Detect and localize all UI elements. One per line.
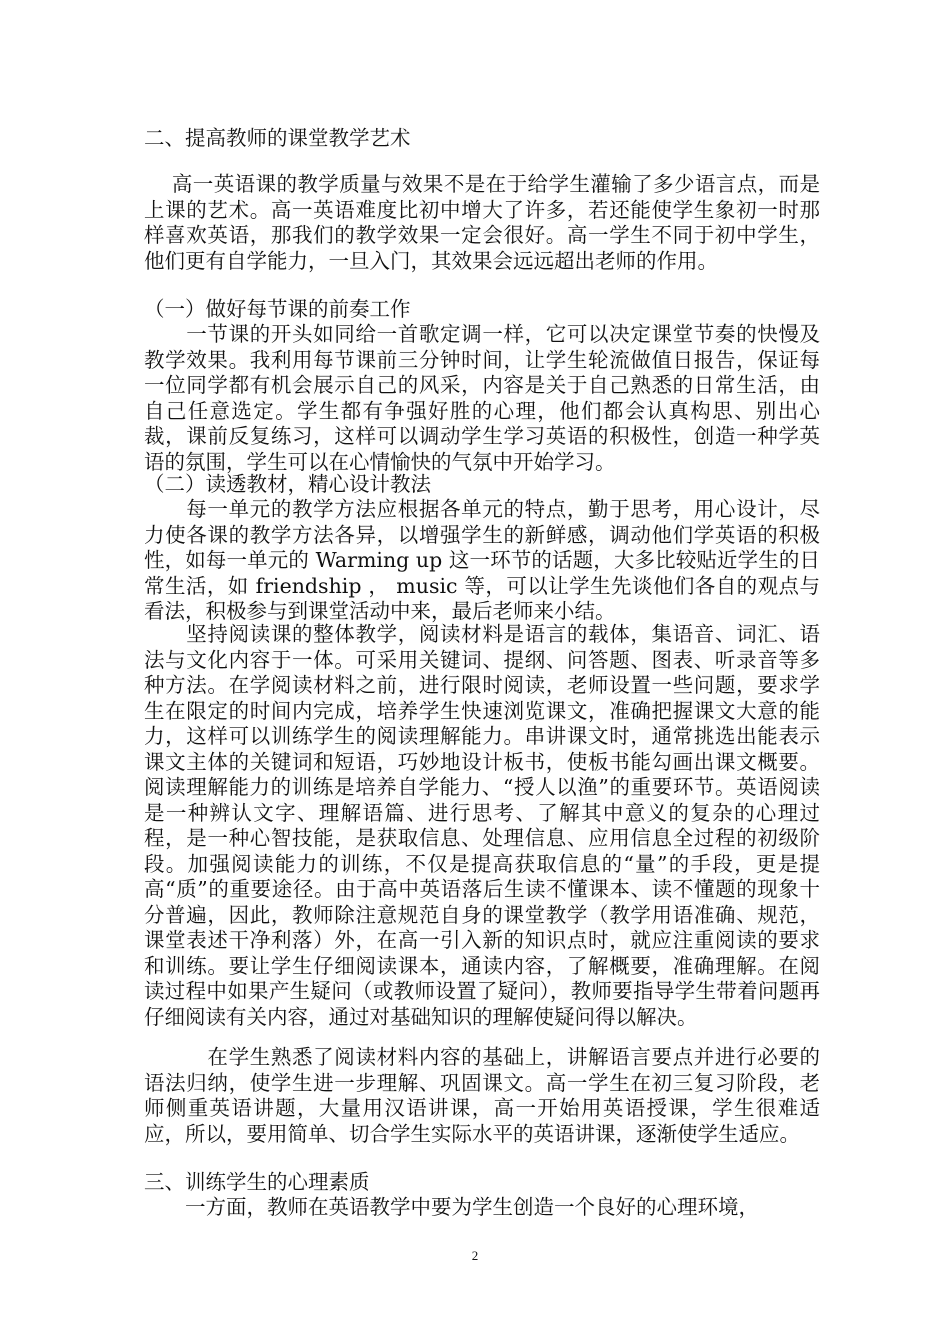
paragraph-3: 坚持阅读课的整体教学，阅读材料是语言的载体，集语音、词汇、语法与文化内容于一体。可采用关键词、提纲、问答题、图表、听录音等多种方法。在学阅读材料之前，进行限时阅读，老师设置一些问题，要求学生在限定的时间内完成，培养学生快速浏览课文，准确把握课文大意的能力，这样可以训练学生的阅读理解能力。串讲课文时，通常挑选出能表示课文主体的关键词和短语，巧妙地设计板书，使板书能勾画出课文概要。阅读理解能力的训练是培养自学能力、“授人以渔”的重要环节。英语阅读是一种辨认文字、理解语篇、进行思考、了解其中意义的复杂的心理过程，是一种心智技能，是获取信息、处理信息、应用信息全过程的初级阶段。加强阅读能力的训练，不仅是提高获取信息的“量”的手段，更是提高“质”的重要途径。由于高中英语落后生读不懂课本、读不懂题的现象十分普遍，因此，教师除注意规范自身的课堂教学（教学用语准确、规范，课堂表述干净利落）外，在高一引入新的知识点时，就应注重阅读的要求和训练。要让学生仔细阅读课本，通读内容，了解概要，准确理解。在阅读过程中如果产生疑问（或教师设置了疑问），教师要指导学生带着问题再仔细阅读有关内容，通过对基础知识的理解使疑问得以解决。 bbox=[144, 622, 820, 1029]
paragraph-5: 一方面，教师在英语教学中要为学生创造一个良好的心理环境， bbox=[144, 1195, 759, 1219]
page-number: 2 bbox=[471, 1248, 479, 1263]
subheading-1: （一）做好每节课的前奏工作 bbox=[144, 297, 411, 321]
intro-paragraph: 高一英语课的教学质量与效果不是在于给学生灌输了多少语言点，而是上课的艺术。高一英语难度比初中增大了许多，若还能使学生象初一时那样喜欢英语，那我们的教学效果一定会很好。高一学生不同于初中学生，他们更有自学能力，一旦入门，其效果会远远超出老师的作用。 bbox=[144, 172, 820, 273]
paragraph-2: 每一单元的教学方法应根据各单元的特点，勤于思考，用心设计，尽力使各课的教学方法各异，以增强学生的新鲜感，调动他们学英语的积极性，如每一单元的 Warming up 这一环节的话题，大多比较贴近学生的日常生活，如 friendship ， music 等，可以让学生先谈他们各自的观点与看法，积极参与到课堂活动中来，最后老师来小结。 bbox=[144, 497, 820, 623]
subheading-2: （二）读透教材，精心设计教法 bbox=[144, 472, 431, 496]
section-heading-3: 三、训练学生的心理素质 bbox=[144, 1170, 370, 1194]
paragraph-1: 一节课的开头如同给一首歌定调一样，它可以决定课堂节奏的快慢及教学效果。我利用每节课前三分钟时间，让学生轮流做值日报告，保证每一位同学都有机会展示自己的风采，内容是关于自己熟悉的日常生活，由自己任意选定。学生都有争强好胜的心理，他们都会认真构思、别出心裁，课前反复练习，这样可以调动学生学习英语的积极性，创造一种学英语的氛围，学生可以在心情愉快的气氛中开始学习。 bbox=[144, 322, 820, 474]
section-heading-2: 二、提高教师的课堂教学艺术 bbox=[144, 126, 411, 150]
paragraph-4: 在学生熟悉了阅读材料内容的基础上，讲解语言要点并进行必要的语法归纳，使学生进一步理解、巩固课文。高一学生在初三复习阶段，老师侧重英语讲题，大量用汉语讲课，高一开始用英语授课，学生很难适应，所以，要用简单、切合学生实际水平的英语讲课，逐渐使学生适应。 bbox=[144, 1045, 820, 1146]
